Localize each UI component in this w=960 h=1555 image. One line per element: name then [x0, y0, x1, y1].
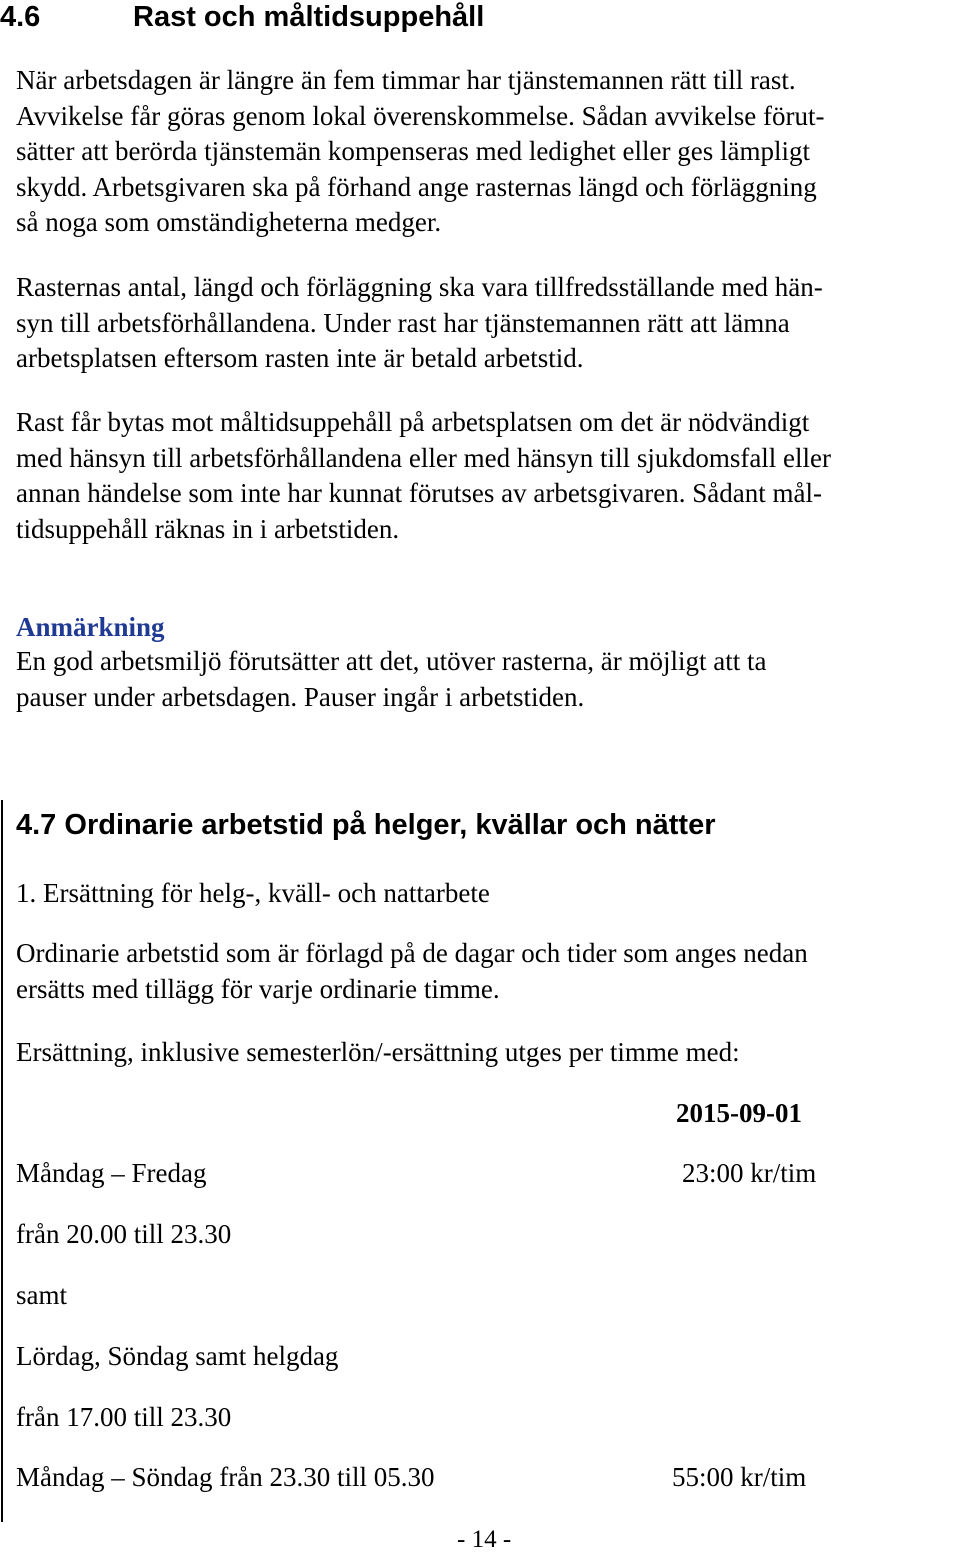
- text-line: med hänsyn till arbetsförhållandena eller med hänsyn till sjukdomsfall eller: [16, 442, 832, 473]
- row-night: Måndag – Söndag från 23.30 till 05.30: [16, 1462, 435, 1492]
- text-line: Rasternas antal, längd och förläggning ska vara tillfredsställande med hän-: [16, 272, 823, 302]
- text-line: sätter att berörda tjänstemän kompenseras med ledighet eller ges lämpligt: [16, 136, 810, 166]
- text-line: tidsuppehåll räknas in i arbetstiden.: [16, 513, 400, 544]
- section-title: Rast och måltidsuppehåll: [133, 1, 485, 33]
- row-weekend: Lördag, Söndag samt helgdag: [16, 1341, 339, 1371]
- text-line: pauser under arbetsdagen. Pauser ingår i arbetstiden.: [16, 681, 585, 712]
- paragraph-meal-break: [16, 405, 956, 547]
- paragraph-rest-rules: [16, 63, 956, 241]
- section-number: 4.7: [16, 809, 57, 841]
- text-line: arbetsplatsen eftersom rasten inte är betald arbetstid.: [16, 343, 584, 373]
- paragraph-ordinary-time: [16, 936, 956, 1007]
- row-weekend-time: från 17.00 till 23.30: [16, 1402, 232, 1432]
- text-line: Rast får bytas mot måltidsuppehåll på arbetsplatsen om det är nödvändigt: [16, 407, 810, 437]
- text-line: syn till arbetsförhållandena. Under rast har tjänstemannen rätt att lämna: [16, 307, 790, 338]
- rate-night: 55:00 kr/tim: [672, 1462, 807, 1492]
- text-line: En god arbetsmiljö förutsätter att det, utöver rasterna, är möjligt att ta: [16, 646, 767, 676]
- rate-intro: Ersättning, inklusive semesterlön/-ersättning utges per timme med:: [16, 1037, 740, 1067]
- subheading: 1. Ersättning för helg-, kväll- och nattarbete: [16, 878, 490, 908]
- note-title: Anmärkning: [16, 612, 165, 642]
- section-4-7-heading: [16, 808, 716, 842]
- date-column-header: 2015-09-01: [676, 1098, 802, 1128]
- paragraph-rest-count: [16, 270, 956, 377]
- section-number: 4.6: [0, 1, 41, 33]
- text-line: Ordinarie arbetstid som är förlagd på de dagar och tider som anges nedan: [16, 938, 808, 968]
- text-line: annan händelse som inte har kunnat förutses av arbetsgivaren. Sådant mål-: [16, 478, 822, 508]
- text-line: så noga som omständigheterna medger.: [16, 207, 442, 237]
- row-and: samt: [16, 1280, 67, 1310]
- row-mon-fri: Måndag – Fredag: [16, 1158, 207, 1188]
- text-line: skydd. Arbetsgivaren ska på förhand ange rasternas längd och förläggning: [16, 171, 817, 202]
- text-line: När arbetsdagen är längre än fem timmar har tjänstemannen rätt till rast.: [16, 65, 796, 95]
- row-mon-fri-time: från 20.00 till 23.30: [16, 1219, 232, 1249]
- section-4-6-heading: [0, 0, 484, 34]
- revision-bar: [1, 800, 3, 1522]
- rate-mon-fri: 23:00 kr/tim: [682, 1158, 817, 1188]
- page-number: - 14 -: [457, 1526, 512, 1553]
- section-title: Ordinarie arbetstid på helger, kvällar och nätter: [64, 809, 716, 841]
- note-text: [16, 644, 956, 715]
- text-line: ersätts med tillägg för varje ordinarie timme.: [16, 973, 500, 1004]
- text-line: Avvikelse får göras genom lokal överenskommelse. Sådan avvikelse förut-: [16, 100, 825, 131]
